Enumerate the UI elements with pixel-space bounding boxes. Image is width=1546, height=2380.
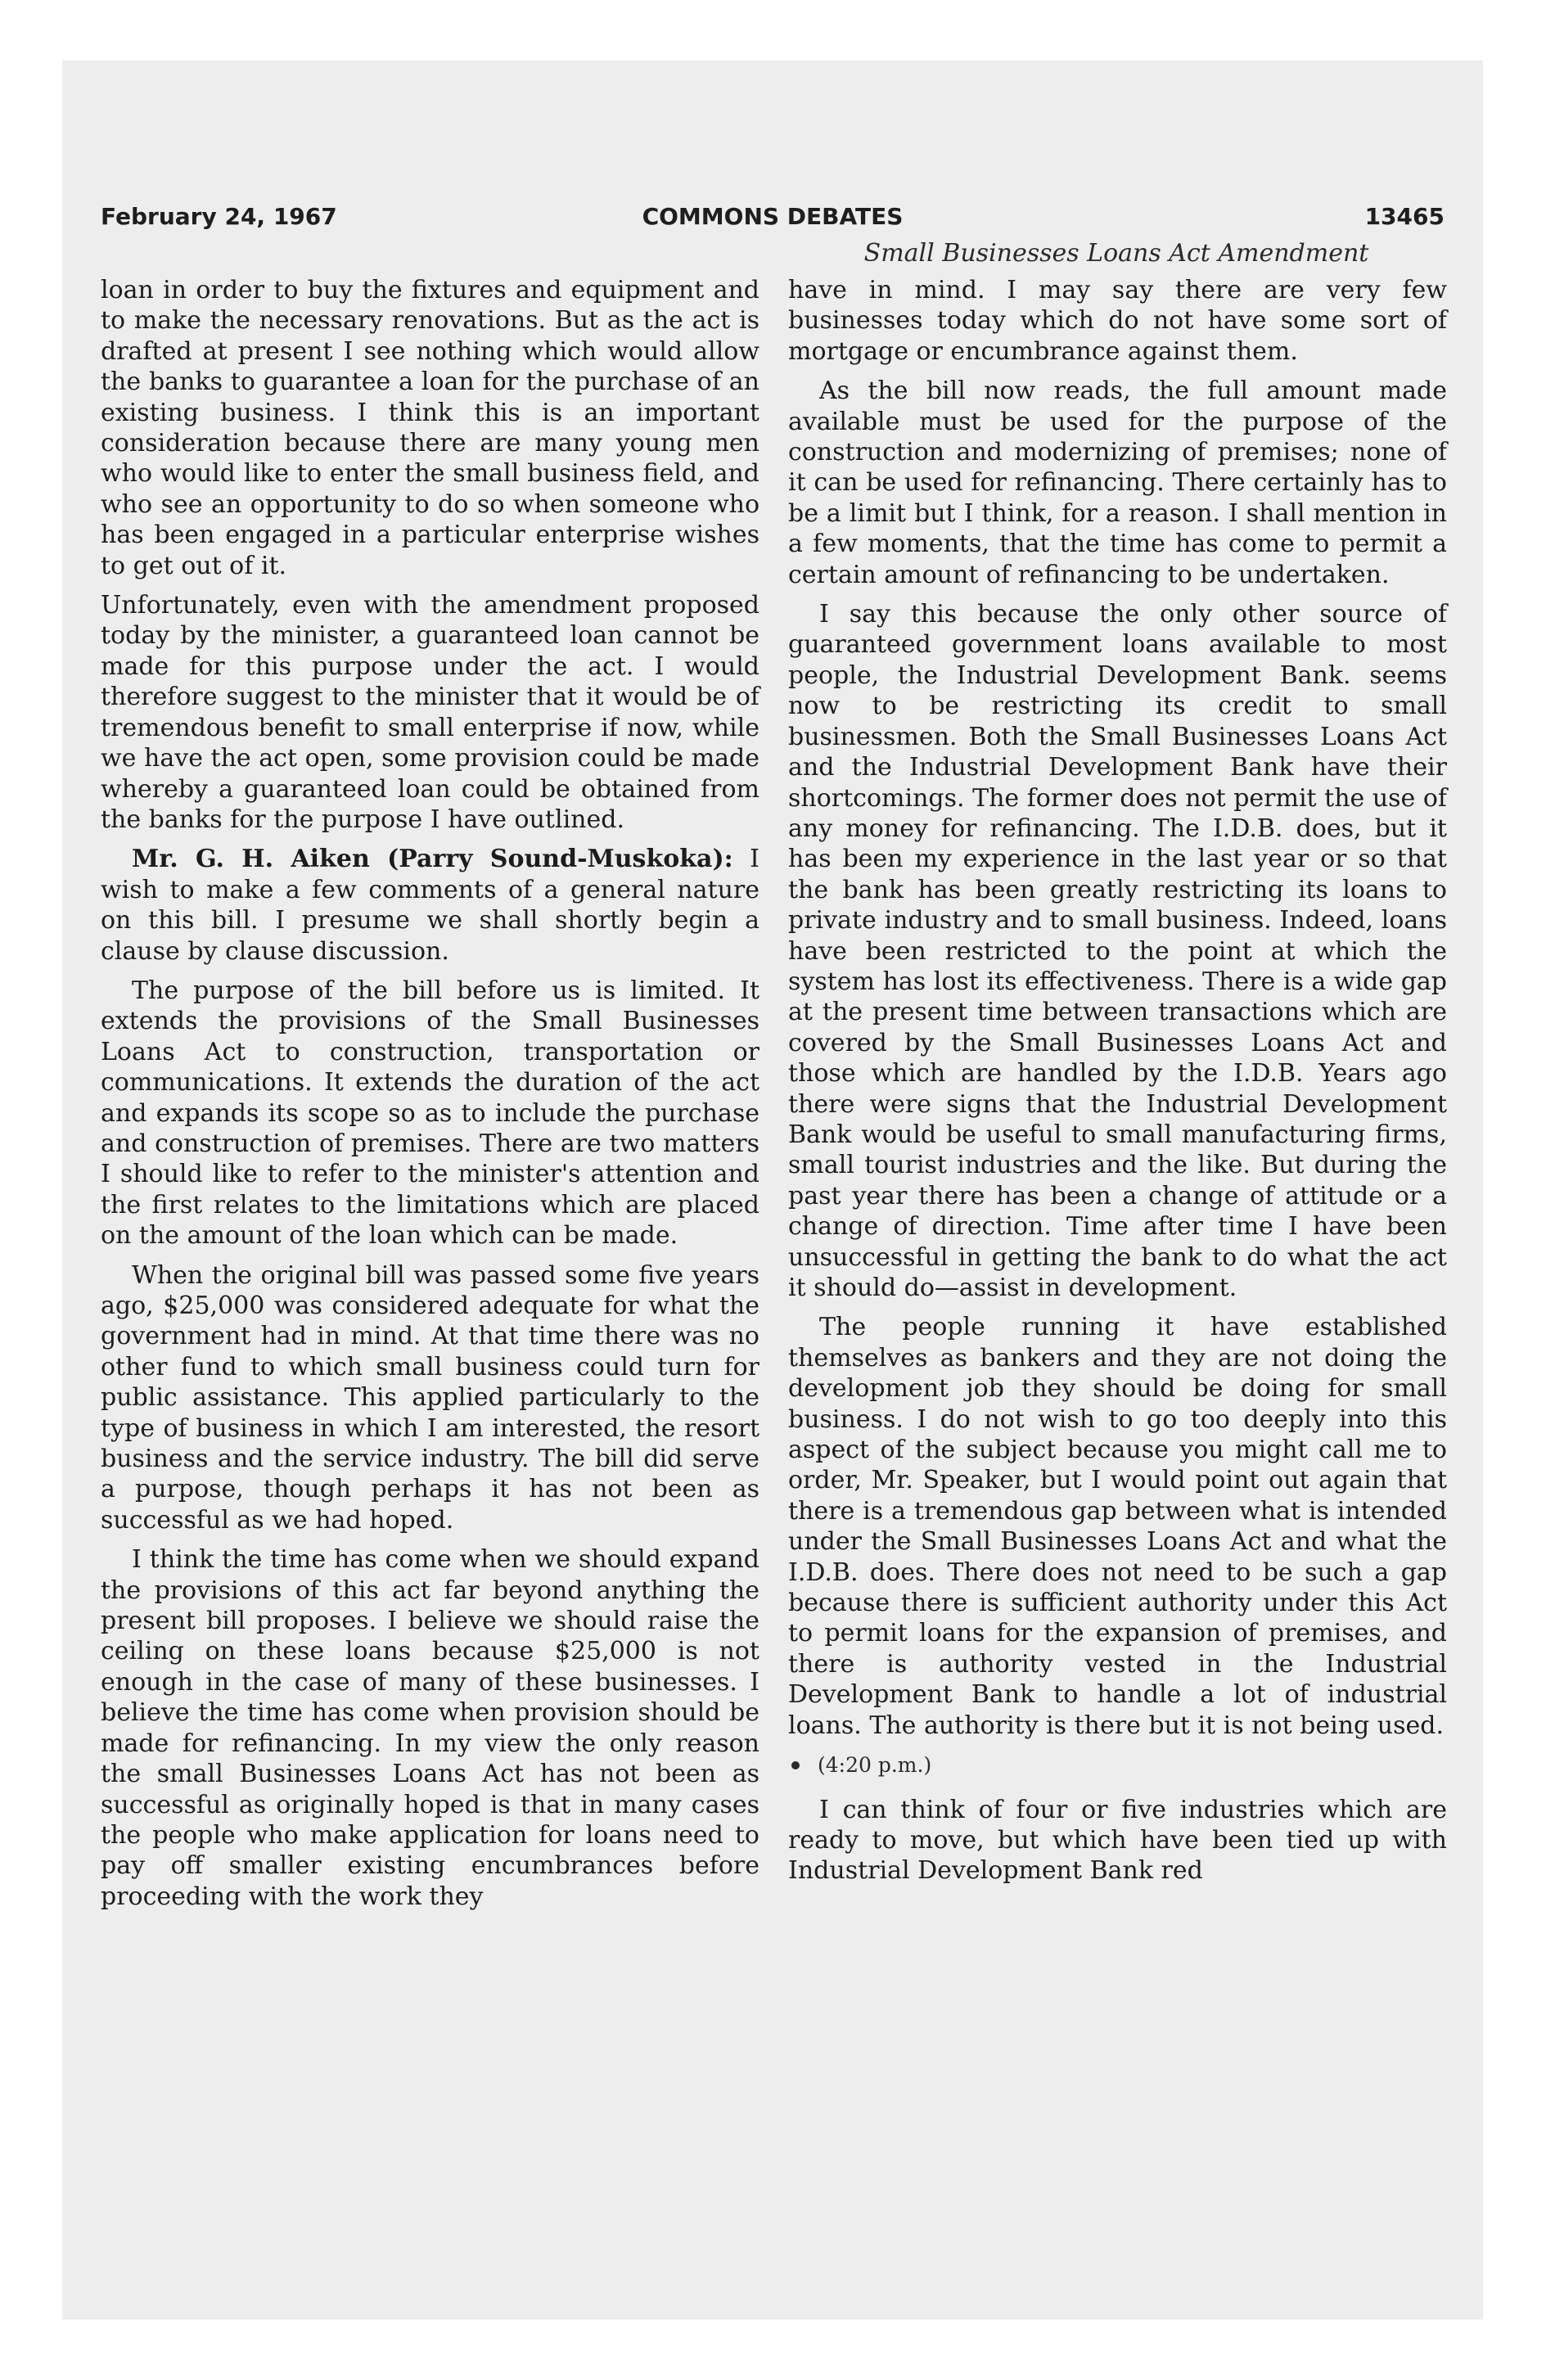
- speaker-paragraph: [101, 844, 759, 967]
- header-publication: COMMONS DEBATES: [642, 203, 904, 230]
- paragraph: I can think of four or five industries which are ready to move, but which have been tied up with Industrial Development Bank red: [788, 1795, 1447, 1886]
- right-column: [788, 275, 1447, 1895]
- paragraph: When the original bill was passed some five years ago, $25,000 was considered adequate for what the government had in mind. At that time there was no other fund to which small business could turn for public assistance. This applied particularly to the type of business in which I am interested, the resort business and the service industry. The bill did serve a purpose, though perhaps it has not been as successful as we had hoped.: [101, 1260, 759, 1535]
- speaker-name: Mr. G. H. Aiken (Parry Sound-Muskoka):: [132, 845, 733, 874]
- paragraph: I think the time has come when we should expand the provisions of this act far beyond anything the present bill proposes. I believe we should raise the ceiling on these loans because $25,000 is not enough in the case of many of these businesses. I believe the time has come when provision should be made for refinancing. In my view the only reason the small Businesses Loans Act has not been as successful as originally hoped is that in many cases the people who make application for loans need to pay off smaller existing encumbrances before proceeding with the work they: [101, 1545, 759, 1911]
- paragraph: The people running it have established themselves as bankers and they are not doing the development job they should be doing for small business. I do not wish to go too deeply into this aspect of the subject because you might call me to order, Mr. Speaker, but I would point out again that there is a tremendous gap between what is intended under the Small Businesses Loans Act and what the I.D.B. does. There does not need to be such a gap because there is sufficient authority under this Act to permit loans for the expansion of premises, and there is authority vested in the Industrial Development Bank to handle a lot of industrial loans. The authority is there but it is not being used.: [788, 1313, 1447, 1740]
- paragraph: loan in order to buy the fixtures and equipment and to make the necessary renovations. But as the act is drafted at present I see nothing which would allow the banks to guarantee a loan for the purchase of an existing business. I think this is an important consideration because there are many young men who would like to enter the small business field, and who see an opportunity to do so when someone who has been engaged in a particular enterprise wishes to get out of it.: [101, 276, 759, 580]
- running-subtitle: Small Businesses Loans Act Amendment: [863, 239, 1369, 268]
- paragraph: As the bill now reads, the full amount made available must be used for the purpose of the construction and modernizing of premises; none of it can be used for refinancing. There certainly has to be a limit but I think, for a reason. I shall mention in a few moments, that the time has come to permit a certain amount of refinancing to be undertaken.: [788, 376, 1447, 589]
- paragraph: I say this because the only other source of guaranteed government loans available to most people, the Industrial Development Bank. seems now to be restricting its credit to small businessmen. Both the Small Businesses Loans Act and the Industrial Development Bank have their shortcomings. The former does not permit the use of any money for refinancing. The I.D.B. does, but it has been my experience in the last year or so that the bank has been greatly restricting its loans to private industry and to small business. Indeed, loans have been restricted to the point at which the system has lost its effectiveness. There is a wide gap at the present time between transactions which are covered by the Small Businesses Loans Act and those which are handled by the I.D.B. Years ago there were signs that the Industrial Development Bank would be useful to small manufacturing firms, small tourist industries and the like. But during the past year there has been a change of attitude or a change of direction. Time after time I have been unsuccessful in getting the bank to do what the act it should do—assist in development.: [788, 600, 1447, 1302]
- paragraph: Unfortunately, even with the amendment proposed today by the minister, a guaranteed loan cannot be made for this purpose under the act. I would therefore suggest to the minister that it would be of tremendous benefit to small enterprise if now, while we have the act open, some provision could be made whereby a guaranteed loan could be obtained from the banks for the purpose I have outlined.: [101, 591, 759, 834]
- page-header: [101, 203, 1445, 236]
- paragraph: The purpose of the bill before us is limited. It extends the provisions of the Small Businesses Loans Act to construction, transportation or communications. It extends the duration of the act and expands its scope so as to include the purchase and construction of premises. There are two matters I should like to refer to the minister's attention and the first relates to the limitations which are placed on the amount of the loan which can be made.: [101, 976, 759, 1251]
- paragraph: have in mind. I may say there are very few businesses today which do not have some sort of mortgage or encumbrance against them.: [788, 276, 1447, 366]
- bullet-icon: [791, 1761, 800, 1769]
- left-column: [101, 275, 759, 1921]
- header-date: February 24, 1967: [101, 203, 337, 230]
- header-page-number: 13465: [1364, 203, 1445, 230]
- timestamp: [788, 1750, 1447, 1780]
- speaker-text: I wish to make a few comments of a general nature on this bill. I presume we shall shortly begin a clause by clause discussion.: [101, 845, 759, 966]
- timestamp-text: (4:20 p.m.): [818, 1753, 932, 1778]
